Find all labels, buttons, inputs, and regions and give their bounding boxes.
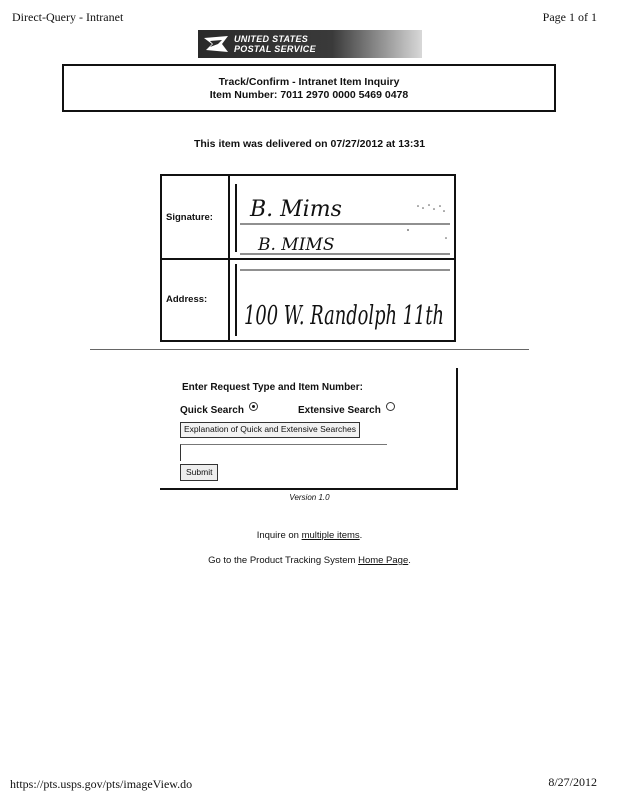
signature-printed: B. MIMS <box>258 235 335 255</box>
print-header-page: Page 1 of 1 <box>542 10 597 24</box>
logo-line-2: POSTAL SERVICE <box>234 44 316 54</box>
quick-search-option[interactable] <box>180 404 258 416</box>
goto-line <box>0 555 619 566</box>
item-number-input[interactable] <box>180 444 387 461</box>
extensive-search-option[interactable] <box>298 404 395 416</box>
eagle-icon <box>204 36 228 52</box>
extensive-search-radio[interactable] <box>386 402 395 411</box>
print-header-title: Direct-Query - Intranet <box>12 10 124 24</box>
goto-prefix: Go to the Product Tracking System <box>208 555 359 566</box>
separator <box>90 349 529 350</box>
address-label: Address: <box>166 294 208 305</box>
signature-image <box>230 178 452 256</box>
inquire-suffix: . <box>359 530 363 541</box>
extensive-search-label: Extensive Search <box>298 405 381 416</box>
goto-suffix: . <box>408 555 411 566</box>
signature-label: Signature: <box>166 212 213 223</box>
quick-search-label: Quick Search <box>180 405 244 416</box>
form-heading: Enter Request Type and Item Number: <box>182 382 363 393</box>
print-footer-url: https://pts.usps.gov/pts/imageView.do <box>10 777 193 791</box>
print-footer-date: 8/27/2012 <box>548 775 597 789</box>
logo-line-1: UNITED STATES <box>234 34 309 44</box>
quick-search-radio[interactable] <box>249 402 258 411</box>
search-form <box>160 368 458 490</box>
delivery-status: This item was delivered on 07/27/2012 at 13:31 <box>193 138 426 150</box>
item-number: Item Number: 7011 2970 0000 5469 0478 <box>209 89 409 101</box>
inquire-line <box>0 530 619 541</box>
home-page-link[interactable]: Home Page <box>358 555 409 566</box>
proof-of-delivery-table <box>160 174 456 342</box>
page-title: Track/Confirm - Intranet Item Inquiry <box>218 76 400 88</box>
usps-logo <box>198 30 422 58</box>
signature-handwriting: B. Mims <box>250 197 342 222</box>
version-label: Version 1.0 <box>289 493 330 502</box>
multiple-items-link[interactable]: multiple items <box>301 530 360 541</box>
explanation-button[interactable]: Explanation of Quick and Extensive Searches <box>180 422 360 438</box>
address-handwriting: 100 W. Randolph 11th <box>244 301 444 331</box>
address-image <box>230 260 452 338</box>
title-box <box>62 64 556 112</box>
logo-text <box>234 34 316 54</box>
submit-button[interactable]: Submit <box>180 464 218 481</box>
inquire-prefix: Inquire on <box>256 530 302 541</box>
